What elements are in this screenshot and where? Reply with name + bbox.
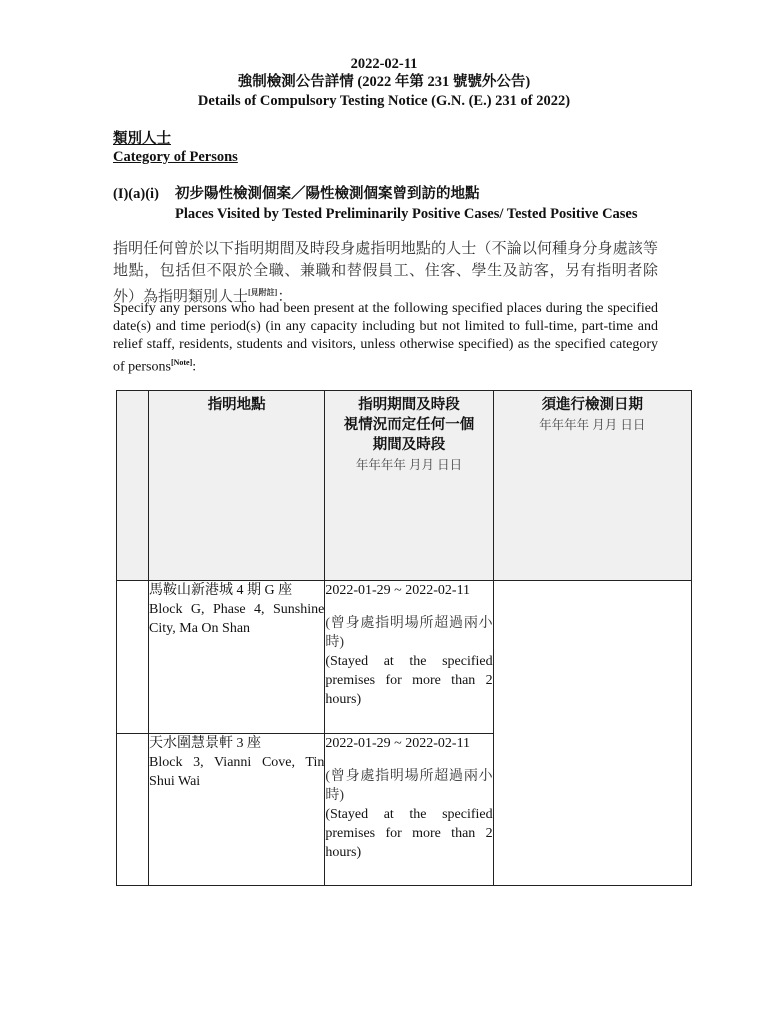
- note-ref-en: [Note]: [170, 358, 193, 367]
- row-index-cell: [117, 581, 149, 734]
- header-period-line3: 期間及時段: [372, 437, 446, 453]
- category-heading-zh: 類別人士: [113, 131, 171, 147]
- period-cell: [325, 581, 493, 734]
- place-name-zh: 天水圍慧景軒 3 座: [149, 736, 262, 751]
- place-name-en: Block 3, Vianni Cove, Tin Shui Wai: [149, 755, 325, 789]
- period-cell: [325, 734, 493, 886]
- place-name-zh: 馬鞍山新港城 4 期 G 座: [149, 583, 293, 598]
- table-row: [117, 581, 692, 734]
- header-period-format: 年年年年 月月 日日: [355, 458, 463, 472]
- period-remark-en: (Stayed at the specified premises for more than 2 hours): [325, 807, 493, 860]
- notice-title-en: Details of Compulsory Testing Notice (G.N. (E.) 231 of 2022): [197, 93, 571, 109]
- header-test-date-label: 須進行檢測日期: [541, 397, 644, 413]
- notice-date: 2022-02-11: [350, 56, 418, 72]
- intro-text-en: Specify any persons who had been present at the following specified places during the specified date(s) and time period(s) (in any capacity including but not limited to full-time, part-time and relief staff, residents, students and visitors, unless otherwise specified) as the specified category of persons: [113, 301, 658, 375]
- header-place: 指明地點: [149, 391, 325, 581]
- header-test-date-format: 年年年年 月月 日日: [539, 418, 646, 432]
- header-period-line1: 指明期間及時段: [358, 397, 460, 413]
- intro-paragraph-zh: [113, 238, 658, 308]
- period-remark-zh: (曾身處指明場所超過兩小時): [325, 616, 493, 650]
- header-index-cell: [117, 391, 149, 581]
- place-cell: [149, 581, 325, 734]
- place-name-en: Block G, Phase 4, Sunshine City, Ma On Shan: [149, 602, 325, 636]
- header-test-date: [493, 391, 691, 581]
- place-cell: [149, 734, 325, 886]
- notice-title-zh: 強制檢測公告詳情 (2022 年第 231 號號外公告): [237, 74, 531, 90]
- places-table: [116, 390, 692, 886]
- row-index-cell: [117, 734, 149, 886]
- section-number: (I)(a)(i): [113, 186, 159, 202]
- header-period-line2: 視情況而定任何一個: [343, 417, 475, 433]
- intro-paragraph-en: [113, 300, 658, 377]
- section-title-en: Places Visited by Tested Preliminarily Positive Cases/ Tested Positive Cases: [175, 206, 638, 222]
- test-date-cell: [493, 581, 691, 886]
- header-period: [325, 391, 493, 581]
- section-title-zh: 初步陽性檢測個案／陽性檢測個案曾到訪的地點: [175, 186, 480, 202]
- period-remark-zh: (曾身處指明場所超過兩小時): [325, 769, 493, 803]
- period-remark-en: (Stayed at the specified premises for more than 2 hours): [325, 654, 493, 707]
- intro-end-en: :: [192, 359, 197, 375]
- category-heading-en: Category of Persons: [113, 149, 238, 165]
- intro-text-zh: 指明任何曾於以下指明期間及時段身處指明地點的人士（不論以何種身分身處該等地點，包括但不限於全職、兼職和替假員工、住客、學生及訪客，另有指明者除外）為指明類別人士: [113, 241, 658, 305]
- note-ref-zh: [見附註]: [248, 288, 278, 297]
- period-range: 2022-01-29 ~ 2022-02-11: [325, 736, 471, 751]
- intro-end-zh: ：: [277, 289, 293, 305]
- table-header-row: [117, 391, 692, 581]
- period-range: 2022-01-29 ~ 2022-02-11: [325, 583, 471, 598]
